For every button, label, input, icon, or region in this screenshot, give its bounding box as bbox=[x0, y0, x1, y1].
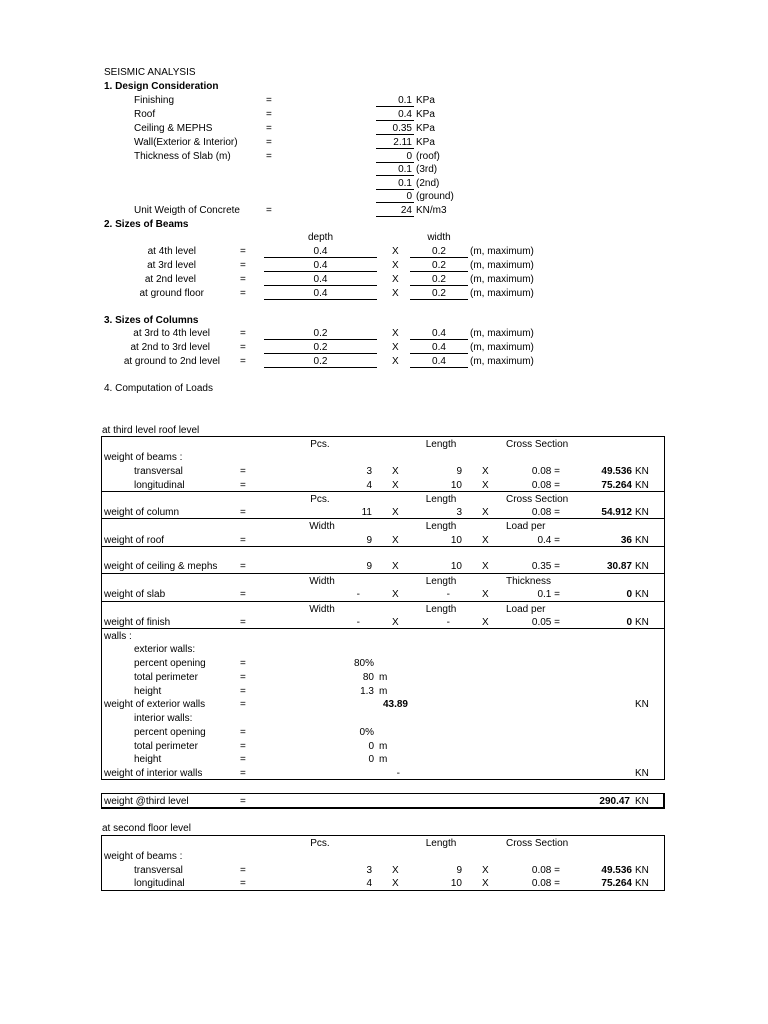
cross-section-header: Cross Section bbox=[506, 439, 569, 450]
equals-sign: = bbox=[240, 561, 246, 572]
interior-walls-weight-value: - bbox=[396, 768, 400, 779]
equals-sign: = bbox=[266, 205, 272, 216]
row-divider bbox=[101, 546, 665, 547]
pcs-header: Pcs. bbox=[310, 838, 330, 849]
unit: KN bbox=[635, 699, 649, 710]
width-value: - bbox=[356, 589, 360, 600]
underline bbox=[376, 189, 414, 190]
slab-roof-value: 0 bbox=[406, 151, 412, 162]
equals-sign: = bbox=[240, 754, 246, 765]
slab-weight-label: weight of slab bbox=[104, 589, 166, 600]
length-header: Length bbox=[425, 494, 457, 505]
column-depth: 0.2 bbox=[313, 328, 328, 339]
length-value: 10 bbox=[450, 480, 462, 491]
second-floor-title: at second floor level bbox=[102, 823, 191, 834]
exterior-walls-label: exterior walls: bbox=[134, 644, 196, 655]
total-perimeter-value: 80 bbox=[362, 672, 374, 683]
times-sign: X bbox=[392, 617, 399, 628]
equals-sign: = bbox=[240, 535, 246, 546]
section-4-heading: 4. Computation of Loads bbox=[104, 383, 213, 394]
section-2-heading: 2. Sizes of Beams bbox=[104, 219, 189, 230]
section-1-heading: 1. Design Consideration bbox=[104, 81, 219, 92]
beam-depth: 0.4 bbox=[313, 260, 328, 271]
underline bbox=[376, 106, 414, 107]
longitudinal-label: longitudinal bbox=[134, 480, 185, 491]
finishing-value: 0.1 bbox=[398, 95, 412, 106]
unit-note: (m, maximum) bbox=[470, 356, 534, 367]
times-sign: X bbox=[482, 589, 489, 600]
underline bbox=[376, 148, 414, 149]
percent-opening-value: 0% bbox=[359, 727, 374, 738]
equals-sign: = bbox=[240, 617, 246, 628]
unit: KN bbox=[635, 768, 649, 779]
wall-value: 2.11 bbox=[393, 137, 412, 148]
unit-note: (m, maximum) bbox=[470, 260, 534, 271]
underline bbox=[410, 285, 468, 286]
column-width: 0.4 bbox=[432, 328, 446, 339]
third-level-title: at third level roof level bbox=[102, 425, 200, 436]
cross-section-value: 0.08 = bbox=[531, 507, 560, 518]
underline bbox=[376, 175, 414, 176]
equals-sign: = bbox=[240, 328, 246, 339]
beam-width: 0.2 bbox=[432, 274, 446, 285]
length-value: 10 bbox=[450, 878, 462, 889]
equals-sign: = bbox=[240, 507, 246, 518]
load-value: 0.35 = bbox=[531, 561, 560, 572]
times-sign: X bbox=[392, 878, 399, 889]
third-level-total-label: weight @third level bbox=[104, 796, 189, 807]
slab-thickness-label: Thickness of Slab (m) bbox=[134, 151, 231, 162]
underline bbox=[264, 271, 377, 272]
load-per-header: Load per bbox=[506, 604, 546, 615]
load-value: 0.05 = bbox=[531, 617, 560, 628]
equals-sign: = bbox=[266, 109, 272, 120]
unit: m bbox=[379, 672, 388, 683]
unit: KN bbox=[635, 865, 649, 876]
unit: KN bbox=[635, 535, 649, 546]
underline bbox=[376, 216, 414, 217]
unit-note: (m, maximum) bbox=[470, 274, 534, 285]
times-sign: X bbox=[482, 878, 489, 889]
ceiling-label: Ceiling & MEPHS bbox=[134, 123, 213, 134]
unit: KPa bbox=[416, 95, 435, 106]
underline bbox=[410, 257, 468, 258]
underline bbox=[376, 120, 414, 121]
ceiling-weight-label: weight of ceiling & mephs bbox=[104, 561, 218, 572]
unit: m bbox=[379, 754, 388, 765]
exterior-walls-weight-label: weight of exterior walls bbox=[104, 699, 206, 710]
unit: (ground) bbox=[416, 191, 454, 202]
beam-width: 0.2 bbox=[432, 246, 446, 257]
times-sign: X bbox=[392, 480, 399, 491]
underline bbox=[410, 367, 468, 368]
unit: (2nd) bbox=[416, 178, 440, 189]
unit: KPa bbox=[416, 109, 435, 120]
cross-section-header: Cross Section bbox=[506, 494, 569, 505]
unit: m bbox=[379, 741, 388, 752]
height-value: 1.3 bbox=[360, 686, 374, 697]
times-sign: X bbox=[392, 561, 399, 572]
unit: m bbox=[379, 686, 388, 697]
column-level-label: at 3rd to 4th level bbox=[133, 328, 210, 339]
length-header: Length bbox=[425, 576, 457, 587]
width-header: width bbox=[427, 232, 451, 243]
times-sign: X bbox=[392, 274, 399, 285]
equals-sign: = bbox=[240, 466, 246, 477]
unit: (roof) bbox=[416, 151, 440, 162]
row-divider bbox=[101, 491, 665, 492]
unit: KN bbox=[635, 480, 649, 491]
equals-sign: = bbox=[240, 658, 246, 669]
roof-weight-label: weight of roof bbox=[104, 535, 165, 546]
length-value: 10 bbox=[450, 561, 462, 572]
cross-section-value: 0.08 = bbox=[531, 466, 560, 477]
equals-sign: = bbox=[240, 288, 246, 299]
thickness-header: Thickness bbox=[506, 576, 552, 587]
equals-sign: = bbox=[240, 246, 246, 257]
percent-opening-label: percent opening bbox=[134, 727, 206, 738]
times-sign: X bbox=[482, 480, 489, 491]
unit: KN bbox=[635, 589, 649, 600]
equals-sign: = bbox=[240, 589, 246, 600]
column-level-label: at ground to 2nd level bbox=[123, 356, 220, 367]
pcs-header: Pcs. bbox=[310, 439, 330, 450]
underline bbox=[410, 299, 468, 300]
pcs-value: 4 bbox=[366, 878, 372, 889]
beams-label: weight of beams : bbox=[104, 851, 183, 862]
column-width: 0.4 bbox=[432, 356, 446, 367]
pcs-value: 3 bbox=[366, 865, 372, 876]
row-divider bbox=[101, 573, 665, 574]
underline bbox=[376, 162, 414, 163]
unit: (3rd) bbox=[416, 164, 438, 175]
beam-level-label: at 3rd level bbox=[147, 260, 196, 271]
equals-sign: = bbox=[240, 356, 246, 367]
beam-level-label: at 2nd level bbox=[144, 274, 196, 285]
times-sign: X bbox=[392, 342, 399, 353]
total-perimeter-label: total perimeter bbox=[134, 672, 198, 683]
total-value: 54.912 bbox=[601, 507, 632, 518]
times-sign: X bbox=[392, 356, 399, 367]
total-value: 0 bbox=[626, 589, 632, 600]
unit: KN bbox=[635, 878, 649, 889]
times-sign: X bbox=[392, 507, 399, 518]
underline bbox=[410, 339, 468, 340]
beams-label: weight of beams : bbox=[104, 452, 183, 463]
transversal-label: transversal bbox=[134, 865, 183, 876]
width-header: Width bbox=[309, 604, 335, 615]
equals-sign: = bbox=[240, 727, 246, 738]
section-3-heading: 3. Sizes of Columns bbox=[104, 315, 199, 326]
underline bbox=[264, 257, 377, 258]
total-value: 0 bbox=[626, 617, 632, 628]
underline bbox=[264, 367, 377, 368]
height-label: height bbox=[134, 754, 162, 765]
unit: KPa bbox=[416, 137, 435, 148]
length-value: - bbox=[446, 617, 450, 628]
times-sign: X bbox=[392, 328, 399, 339]
width-header: Width bbox=[309, 576, 335, 587]
beam-width: 0.2 bbox=[432, 288, 446, 299]
times-sign: X bbox=[392, 260, 399, 271]
length-value: 10 bbox=[450, 535, 462, 546]
equals-sign: = bbox=[240, 480, 246, 491]
row-divider bbox=[101, 628, 665, 629]
times-sign: X bbox=[392, 535, 399, 546]
length-header: Length bbox=[425, 521, 457, 532]
pcs-header: Pcs. bbox=[310, 494, 330, 505]
column-width: 0.4 bbox=[432, 342, 446, 353]
load-value: 0.4 = bbox=[537, 535, 560, 546]
height-value: 0 bbox=[368, 754, 374, 765]
beam-width: 0.2 bbox=[432, 260, 446, 271]
equals-sign: = bbox=[240, 865, 246, 876]
times-sign: X bbox=[392, 589, 399, 600]
percent-opening-value: 80% bbox=[353, 658, 374, 669]
longitudinal-label: longitudinal bbox=[134, 878, 185, 889]
third-level-total-value: 290.47 bbox=[599, 796, 630, 807]
unit: KPa bbox=[416, 123, 435, 134]
interior-walls-weight-label: weight of interior walls bbox=[104, 768, 203, 779]
wall-label: Wall(Exterior & Interior) bbox=[134, 137, 238, 148]
finishing-label: Finishing bbox=[134, 95, 175, 106]
row-divider bbox=[101, 601, 665, 602]
times-sign: X bbox=[392, 865, 399, 876]
equals-sign: = bbox=[266, 137, 272, 148]
width-header: Width bbox=[309, 521, 335, 532]
unit: KN bbox=[635, 796, 649, 807]
unit: KN bbox=[635, 466, 649, 477]
unit-note: (m, maximum) bbox=[470, 342, 534, 353]
column-level-label: at 2nd to 3rd level bbox=[130, 342, 210, 353]
unit: KN bbox=[635, 561, 649, 572]
underline bbox=[264, 285, 377, 286]
length-value: 9 bbox=[456, 466, 462, 477]
equals-sign: = bbox=[240, 274, 246, 285]
cross-section-value: 0.08 = bbox=[531, 480, 560, 491]
unit: KN bbox=[635, 507, 649, 518]
total-value: 75.264 bbox=[601, 878, 632, 889]
load-per-header: Load per bbox=[506, 521, 546, 532]
slab-ground-value: 0 bbox=[406, 191, 412, 202]
width-value: 9 bbox=[366, 535, 372, 546]
equals-sign: = bbox=[240, 699, 246, 710]
total-value: 49.536 bbox=[601, 865, 632, 876]
total-value: 36 bbox=[620, 535, 632, 546]
unit: KN/m3 bbox=[416, 205, 447, 216]
times-sign: X bbox=[482, 865, 489, 876]
equals-sign: = bbox=[240, 686, 246, 697]
pcs-value: 3 bbox=[366, 466, 372, 477]
equals-sign: = bbox=[266, 95, 272, 106]
beam-depth: 0.4 bbox=[313, 246, 328, 257]
row-divider bbox=[101, 518, 665, 519]
unit-note: (m, maximum) bbox=[470, 288, 534, 299]
length-value: - bbox=[446, 589, 450, 600]
times-sign: X bbox=[482, 561, 489, 572]
underline bbox=[264, 353, 377, 354]
exterior-walls-weight-value: 43.89 bbox=[382, 699, 408, 710]
interior-walls-label: interior walls: bbox=[134, 713, 193, 724]
depth-header: depth bbox=[307, 232, 334, 243]
width-value: - bbox=[356, 617, 360, 628]
times-sign: X bbox=[392, 288, 399, 299]
length-header: Length bbox=[425, 439, 457, 450]
unit-note: (m, maximum) bbox=[470, 246, 534, 257]
column-depth: 0.2 bbox=[313, 356, 328, 367]
column-depth: 0.2 bbox=[313, 342, 328, 353]
length-value: 3 bbox=[456, 507, 462, 518]
equals-sign: = bbox=[240, 342, 246, 353]
transversal-label: transversal bbox=[134, 466, 183, 477]
underline bbox=[410, 271, 468, 272]
underline bbox=[264, 339, 377, 340]
total-perimeter-value: 0 bbox=[368, 741, 374, 752]
cross-section-value: 0.08 = bbox=[531, 878, 560, 889]
total-value: 30.87 bbox=[606, 561, 632, 572]
underline bbox=[410, 353, 468, 354]
total-value: 75.264 bbox=[601, 480, 632, 491]
length-header: Length bbox=[425, 838, 457, 849]
equals-sign: = bbox=[266, 123, 272, 134]
underline bbox=[376, 134, 414, 135]
equals-sign: = bbox=[240, 796, 246, 807]
cross-section-header: Cross Section bbox=[506, 838, 569, 849]
equals-sign: = bbox=[240, 878, 246, 889]
width-value: 9 bbox=[366, 561, 372, 572]
concrete-weight-label: Unit Weigth of Concrete bbox=[134, 205, 240, 216]
beam-depth: 0.4 bbox=[313, 274, 328, 285]
times-sign: X bbox=[482, 466, 489, 477]
ceiling-value: 0.35 bbox=[392, 123, 412, 134]
slab-3rd-value: 0.1 bbox=[398, 164, 412, 175]
length-header: Length bbox=[425, 604, 457, 615]
walls-label: walls : bbox=[104, 631, 132, 642]
unit: KN bbox=[635, 617, 649, 628]
length-value: 9 bbox=[456, 865, 462, 876]
equals-sign: = bbox=[266, 151, 272, 162]
thickness-value: 0.1 = bbox=[537, 589, 560, 600]
underline bbox=[264, 299, 377, 300]
slab-2nd-value: 0.1 bbox=[398, 178, 412, 189]
unit-note: (m, maximum) bbox=[470, 328, 534, 339]
equals-sign: = bbox=[240, 672, 246, 683]
height-label: height bbox=[134, 686, 162, 697]
times-sign: X bbox=[392, 466, 399, 477]
beam-depth: 0.4 bbox=[313, 288, 328, 299]
beam-level-label: at ground floor bbox=[139, 288, 204, 299]
concrete-weight-value: 24 bbox=[400, 205, 412, 216]
roof-value: 0.4 bbox=[398, 109, 412, 120]
underline bbox=[376, 202, 414, 203]
equals-sign: = bbox=[240, 741, 246, 752]
total-perimeter-label: total perimeter bbox=[134, 741, 198, 752]
pcs-value: 11 bbox=[361, 507, 372, 518]
times-sign: X bbox=[482, 507, 489, 518]
pcs-value: 4 bbox=[366, 480, 372, 491]
percent-opening-label: percent opening bbox=[134, 658, 206, 669]
beam-level-label: at 4th level bbox=[147, 246, 196, 257]
equals-sign: = bbox=[240, 260, 246, 271]
times-sign: X bbox=[482, 617, 489, 628]
cross-section-value: 0.08 = bbox=[531, 865, 560, 876]
page-title: SEISMIC ANALYSIS bbox=[104, 67, 196, 78]
equals-sign: = bbox=[240, 768, 246, 779]
total-value: 49.536 bbox=[601, 466, 632, 477]
times-sign: X bbox=[482, 535, 489, 546]
finish-weight-label: weight of finish bbox=[104, 617, 171, 628]
times-sign: X bbox=[392, 246, 399, 257]
roof-label: Roof bbox=[134, 109, 156, 120]
column-weight-label: weight of column bbox=[104, 507, 180, 518]
